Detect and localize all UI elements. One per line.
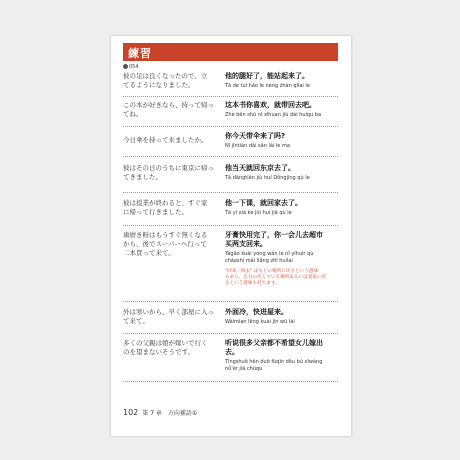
pinyin: Nǐ jīntiān dài sǎn lái le ma [225,143,290,149]
pinyin: Zhè běn shū nǐ xǐhuan jiù dài huíqu ba [225,112,322,118]
exercise-row [123,193,338,226]
grammar-note: "回来／回去" はもとの場所に戻るという意味 もあり、自分の住んでいる場所あるいは実家に戻 るという意味も持ちます。 [225,269,327,286]
pinyin: Yágāo kuài yòng wán le nǐ yíhuìr qù chāoshì mǎi liǎng zhī huílai [225,251,314,264]
exercise-row [123,127,338,157]
exercise-row [123,302,338,334]
chinese-sentence: 你今天带伞来了吗? [225,132,286,140]
section-header [123,43,338,61]
chinese-sentence: 听说很多父亲都不希望女儿嫁出 去。 [225,339,323,356]
textbook-page [111,36,351,436]
exercise-row [123,157,338,193]
exercise-row [123,226,338,302]
pinyin: Tā dāngtiān jiù huí Dōngjīng qù le [225,175,310,181]
pinyin: Wàimian lěng kuài jìn wū lái [225,319,295,325]
japanese-sentence: 彼はその日のうちに東京に帰っ てきました。 [123,164,214,181]
section-title: 練習 [128,47,152,60]
chinese-sentence: 这本书你喜欢，就带回去吧。 [225,101,316,109]
pinyin: Tā yí xià kè jiù huí jiā qù le [225,210,292,216]
japanese-sentence: 今日傘を持って来ましたか。 [123,136,208,144]
track-number: 054 [129,64,139,70]
japanese-sentence: 彼は授業が終わると、すぐ家 に帰って行きました。 [123,199,208,216]
chinese-sentence: 他的腿好了，能站起来了。 [225,72,309,80]
exercise-row [123,69,338,97]
japanese-sentence: 彼の足は良くなったので、立 てるようになりました。 [123,72,208,89]
japanese-sentence: 歯磨き粉はもうすぐ無くなる から、後でスーパーへ行って 二本買って来て。 [123,231,208,257]
japanese-sentence: この本が好きなら、持って帰っ てね。 [123,101,214,118]
japanese-sentence: 多くの父親は娘が嫁いで行く のを望まないそうです。 [123,339,208,356]
page-number: 102 [123,408,139,417]
chinese-sentence: 外面冷，快进屋来。 [225,308,288,316]
page-footer [123,408,197,417]
chinese-sentence: 牙膏快用完了，你一会儿去超市 买两支回来。 [225,231,323,248]
chapter-title: 第 7 章 方向補語① [142,410,198,417]
pinyin: Tā de tuǐ hǎo le néng zhàn qǐlai le [225,83,310,89]
pinyin: Tīngshuō hěn duō fùqīn dōu bù xīwàng nǚ'ér jià chūqu [225,359,323,372]
chinese-sentence: 他一下课，就回家去了。 [225,199,302,207]
exercise-row [123,334,338,382]
japanese-sentence: 外は寒いから、早く部屋に入っ て来て。 [123,308,214,325]
exercise-row [123,97,338,127]
chinese-sentence: 他当天就回东京去了。 [225,164,295,172]
